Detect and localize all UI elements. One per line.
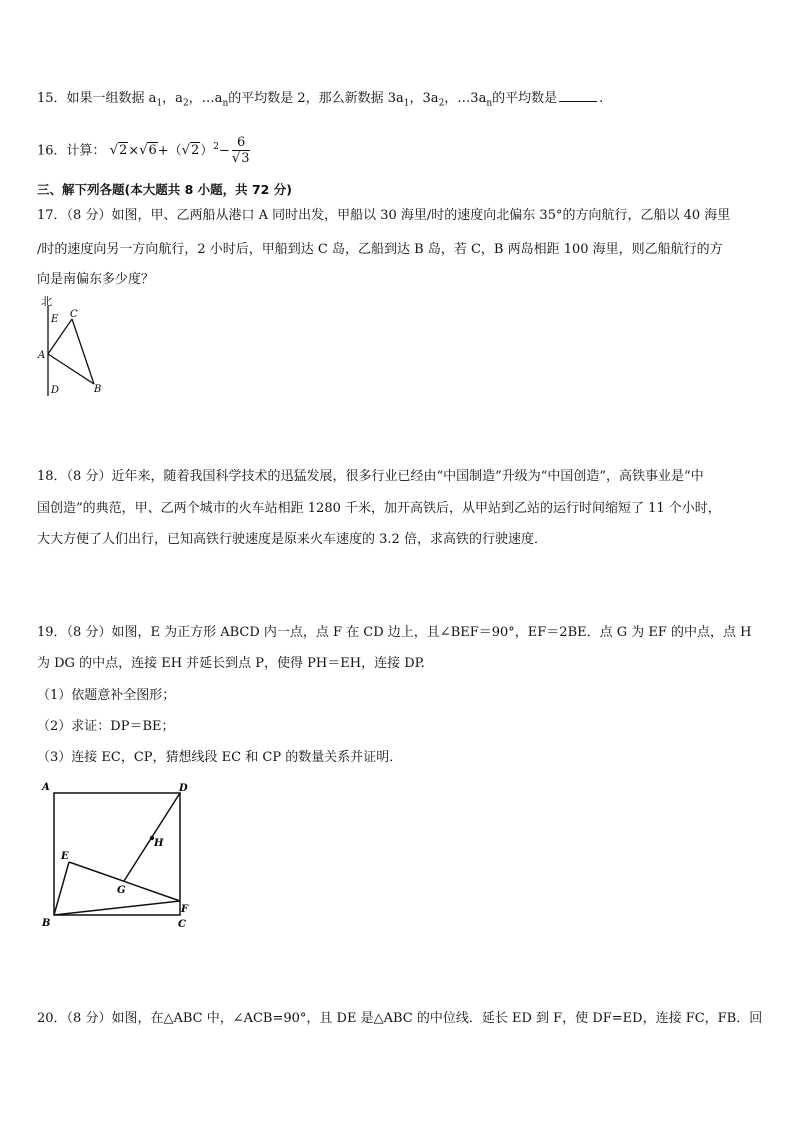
q16-number: 16． (37, 143, 67, 159)
q15-sep: ，…3a (444, 91, 487, 106)
q17-line1: 17．（8 分）如图，甲、乙两船从港口 A 同时出发，甲船以 30 海里/时的速度向北偏东 35°的方向航行，乙船以 40 海里 (37, 208, 731, 223)
times-sign: × (128, 143, 140, 159)
segment-cb (72, 319, 94, 384)
q15-sub: 2 (182, 98, 189, 109)
label-b: B (94, 384, 102, 395)
fraction: $\frac{6}{√3}$ (231, 135, 250, 167)
q19-figure (36, 780, 196, 932)
q15-sub: 1 (403, 98, 410, 109)
label-e: E (51, 314, 59, 325)
segment-be (54, 862, 69, 915)
label-d: D (179, 783, 188, 794)
label-b: B (42, 918, 51, 929)
q17-line3: 向是南偏东多少度？ (37, 272, 155, 287)
q15-sub: n (486, 98, 493, 109)
q15-sub: 1 (156, 98, 163, 109)
q18-line3: 大大方便了人们出行，已知高铁行驶速度是原来火车速度的 3.2 倍，求高铁的行驶速度． (37, 532, 547, 547)
label-h: H (154, 838, 164, 849)
label-f: F (181, 904, 189, 915)
sqrt-expression: √2 (109, 143, 128, 159)
q15-text-b: 的平均数是 2，那么新数据 3a (228, 91, 404, 106)
close-paren: ） (200, 143, 214, 159)
question-15 (37, 89, 603, 113)
minus-sign: − (219, 143, 230, 159)
q15-sub: n (222, 98, 229, 109)
q15-end: . (599, 91, 604, 106)
segment-ab (48, 354, 94, 384)
q16-label: 计算： (66, 143, 106, 159)
label-c: C (178, 919, 186, 930)
sqrt-expression: √6 (139, 143, 157, 159)
label-e: E (61, 851, 69, 862)
q15-sep: ，…a (188, 91, 223, 106)
q19-sub2: （2）求证：DP＝BE； (37, 719, 175, 734)
q15-sep: ，3a (409, 91, 439, 106)
q17-figure (30, 292, 120, 398)
q18-line1: 18．（8 分）近年来，随着我国科学技术的迅猛发展，很多行业已经由“中国制造”升级为“中国创造”，高铁事业是“中 (37, 469, 704, 484)
label-g: G (117, 885, 126, 896)
q19-line1: 19．（8 分）如图，E 为正方形 ABCD 内一点，点 F 在 CD 边上，且∠BEF＝90°，EF＝2BE．点 G 为 EF 的中点，点 H (37, 625, 752, 640)
q19-line2: 为 DG 的中点，连接 EH 并延长到点 P，使得 PH＝EH，连接 DP. (37, 656, 425, 671)
label-c: C (70, 309, 78, 320)
answer-blank (559, 89, 597, 102)
q15-sub: 2 (438, 98, 445, 109)
segment-bf (54, 901, 180, 915)
label-d: D (51, 385, 60, 396)
q19-sub1: （1）依题意补全图形； (37, 688, 176, 703)
question-16 (37, 130, 252, 168)
q15-text-c: 的平均数是 (492, 91, 558, 106)
q18-line2: 国创造”的典范，甲、乙两个城市的火车站相距 1280 千米，加开高铁后，从甲站到乙站的运行时间缩短了 11 个小时， (37, 501, 721, 516)
q15-sep: ，a (162, 91, 183, 106)
section-title: 三、解下列各题(本大题共 8 小题，共 72 分) (37, 182, 292, 197)
q20-line1: 20．（8 分）如图，在△ABC 中，∠ACB=90°，且 DE 是△ABC 的中位线．延长 ED 到 F，使 DF=ED，连接 FC，FB．回 (37, 1011, 763, 1026)
q15-text-a: 如果一组数据 a (66, 91, 157, 106)
q17-line2: /时的速度向另一方向航行，2 小时后，甲船到达 C 岛，乙船到达 B 岛，若 C，B 两岛相距 100 海里，则乙船航行的方 (37, 242, 723, 257)
q19-sub3: （3）连接 EC，CP，猜想线段 EC 和 CP 的数量关系并证明． (37, 750, 403, 765)
sqrt-expression: √2 (181, 143, 200, 159)
square-abcd (54, 793, 180, 915)
plus-paren: +（ (157, 143, 182, 159)
label-north: 北 (41, 295, 52, 308)
label-a: A (38, 350, 46, 361)
q15-number: 15． (37, 91, 67, 106)
label-a: A (42, 782, 50, 793)
exponent: 2 (213, 142, 219, 152)
